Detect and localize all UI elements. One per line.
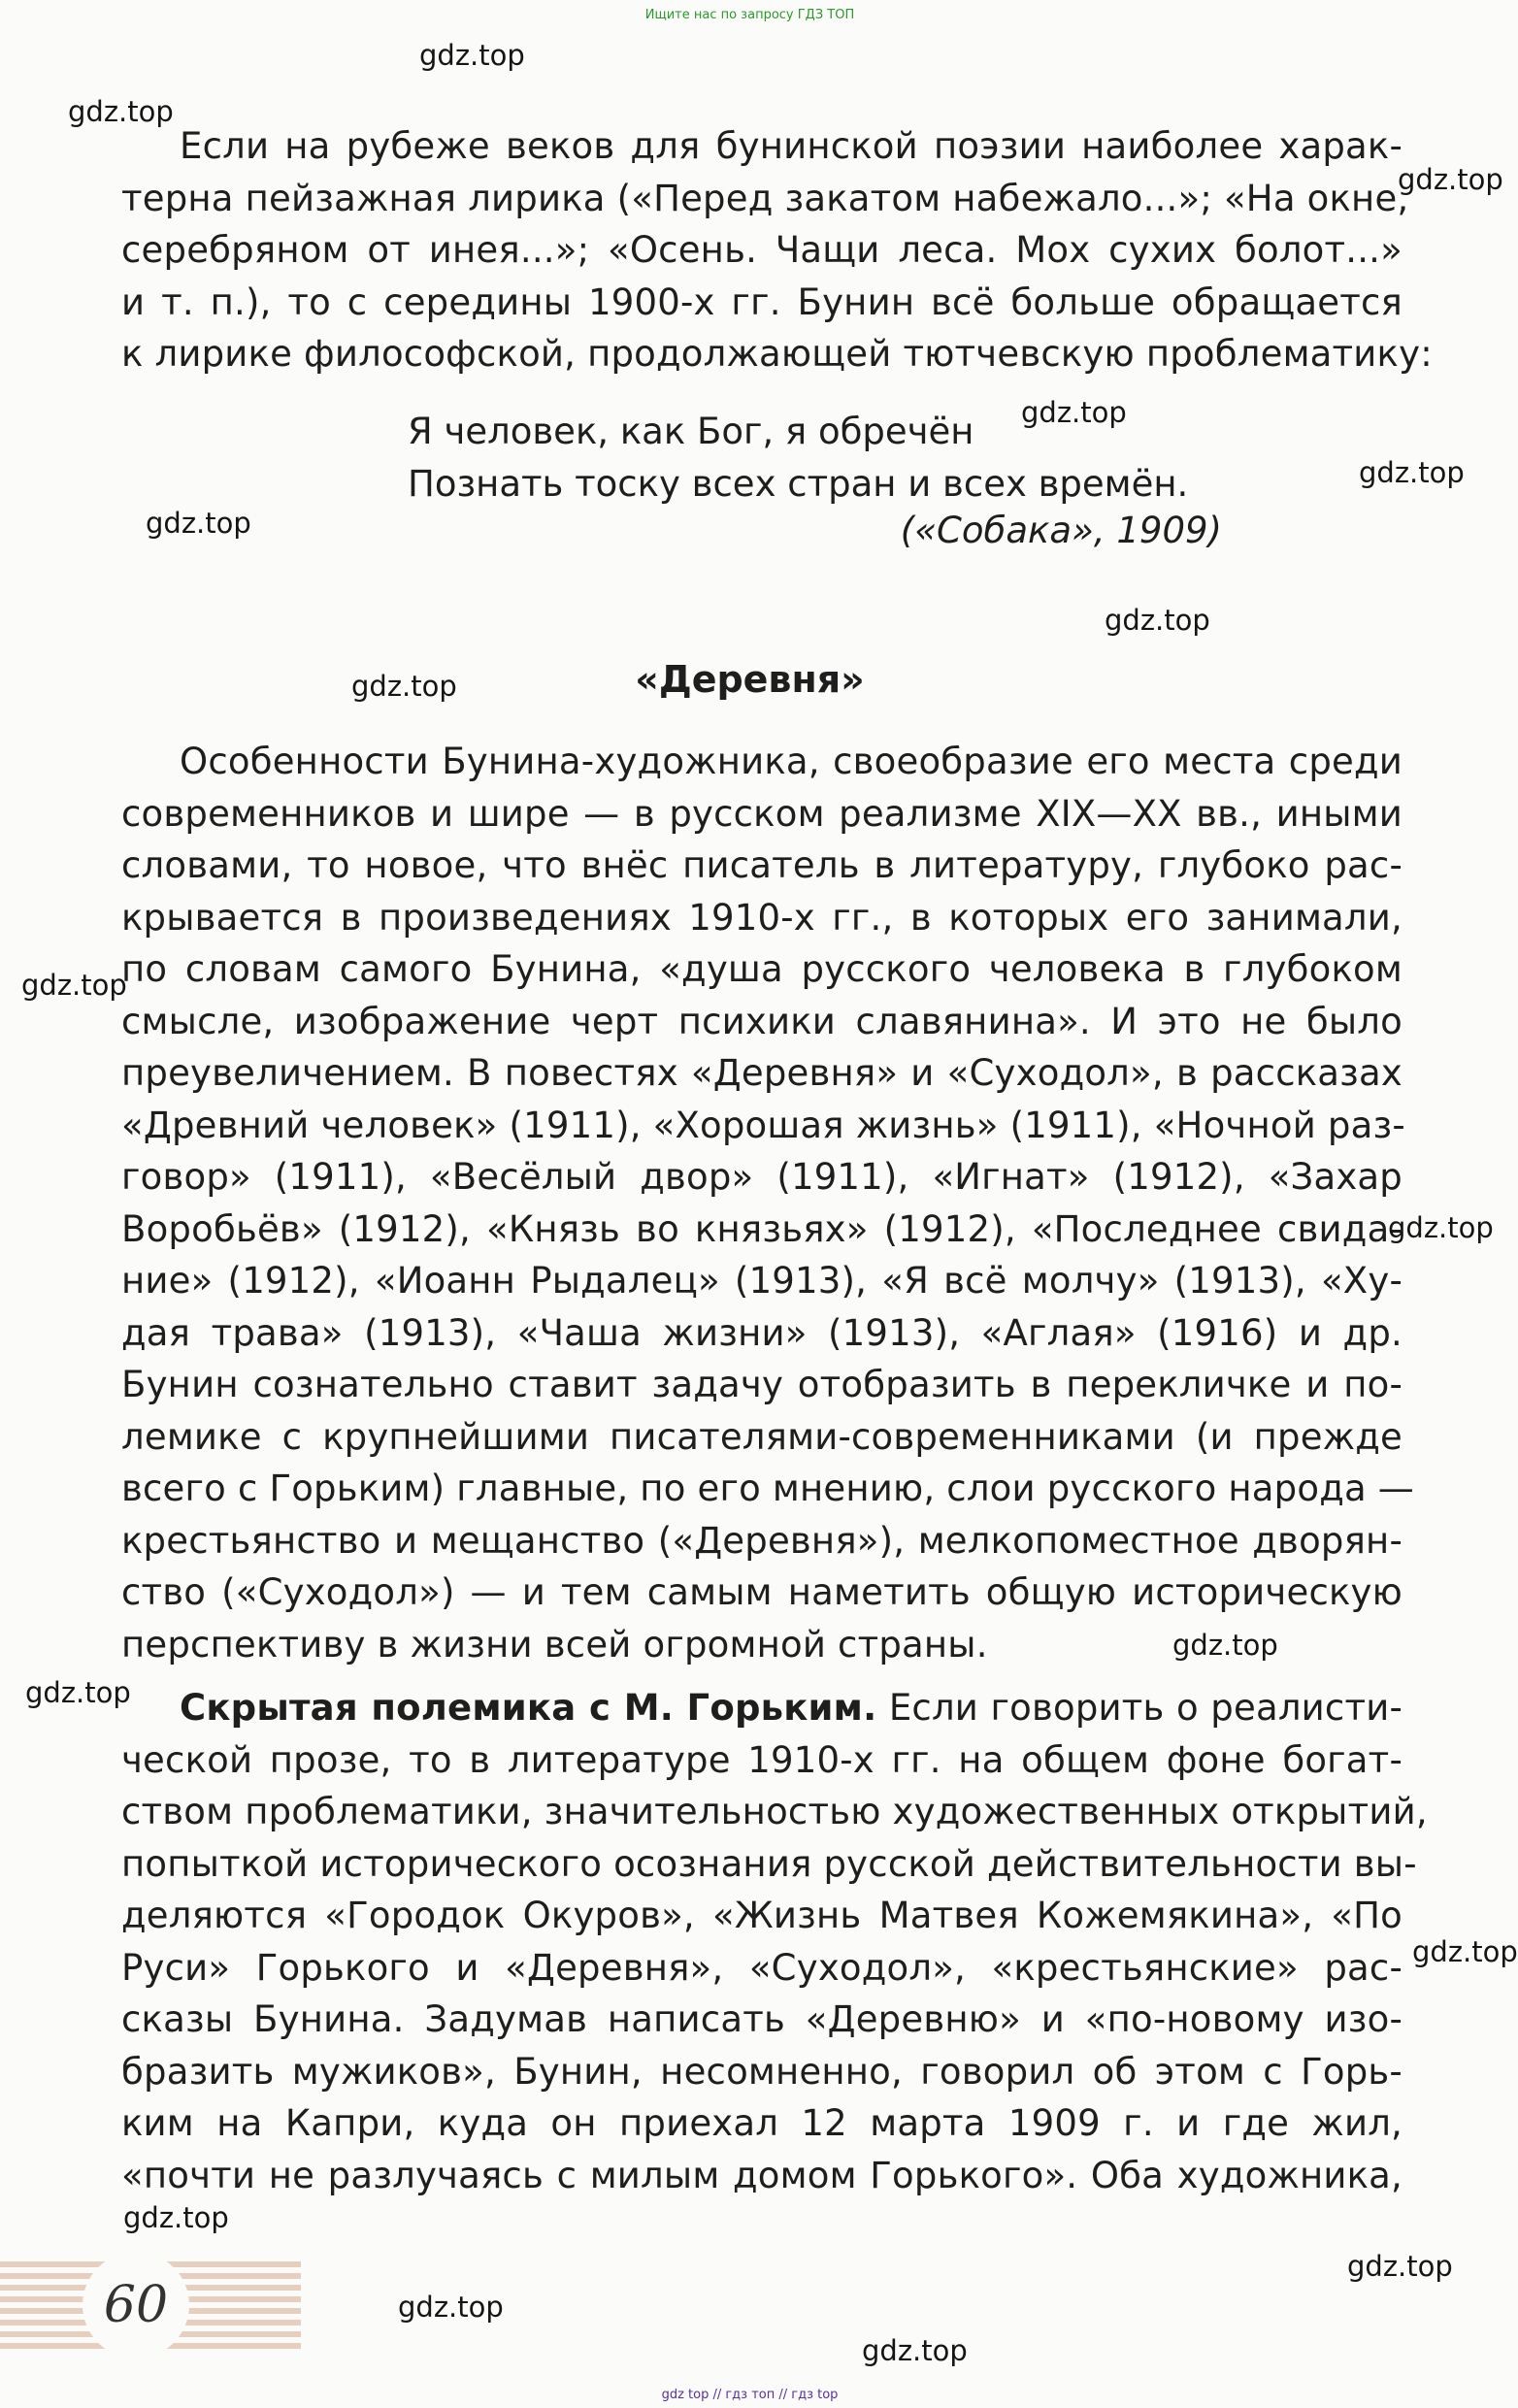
text-line: бразить мужиков», Бунин, несомненно, говорил об этом с Горь- (121, 2050, 1402, 2093)
text-fragment: Если говорить о реалисти- (876, 1687, 1403, 1729)
text-line: ким на Капри, куда он приехал 12 марта 1909 г. и где жил, (121, 2102, 1402, 2144)
paragraph-polemic (121, 1682, 1428, 2201)
text-line: говор» (1911), «Весёлый двор» (1911), «Игнат» (1912), «Захар (121, 1156, 1402, 1198)
paragraph-main (121, 736, 1415, 1670)
watermark[interactable]: gdz.top (1398, 163, 1503, 196)
text-line (121, 1682, 1402, 1734)
poem-line: Я человек, как Бог, я обречён (408, 411, 974, 452)
text-line: «почти не разлучаясь с милым домом Горького». Оба художника, (121, 2154, 1402, 2196)
watermark[interactable]: gdz.top (862, 2334, 968, 2367)
watermark[interactable]: gdz.top (419, 39, 525, 72)
text-line: ческой прозе, то в литературе 1910-х гг. на общем фоне богат- (121, 1738, 1402, 1781)
text-line: деляются «Городок Окуров», «Жизнь Матвея Кожемякина», «По (121, 1895, 1402, 1936)
text-line: ством проблематики, значительностью художественных открытий, (121, 1791, 1428, 1832)
text-line: перспективу в жизни всей огромной страны. (121, 1623, 988, 1666)
watermark[interactable]: gdz.top (1359, 456, 1465, 489)
watermark[interactable]: gdz.top (68, 95, 174, 128)
watermark[interactable]: gdz.top (1347, 2250, 1453, 2283)
section-heading: «Деревня» (635, 658, 865, 701)
page-number-badge (82, 2252, 189, 2359)
watermark[interactable]: gdz.top (351, 670, 457, 703)
text-line: к лирике философской, продолжающей тютчевскую проблематику: (121, 333, 1433, 375)
text-line: лемике с крупнейшими писателями-современниками (и прежде (121, 1415, 1402, 1458)
text-line: Если на рубеже веков для бунинской поэзии наиболее харак- (180, 125, 1402, 167)
text-line: словами, то новое, что внёс писатель в литературу, глубоко рас- (121, 844, 1402, 886)
text-line: ство («Суходол») — и тем самым наметить общую историческую (121, 1571, 1402, 1613)
text-line: крестьянство и мещанство («Деревня»), мелкопоместное дворян- (121, 1519, 1402, 1562)
text-line: попыткой исторического осознания русской действительности вы- (121, 1842, 1417, 1885)
text-line: смысле, изображение черт психики славянина». И это не было (121, 1000, 1402, 1042)
text-line: дая трава» (1913), «Чаша жизни» (1913), «Аглая» (1916) и др. (121, 1311, 1402, 1354)
page-number: 60 (103, 2276, 169, 2334)
text-line: Бунин сознательно ставит задачу отобразить в перекличке и по- (121, 1364, 1402, 1405)
text-line: всего с Горьким) главные, по его мнению, слои русского народа — (121, 1468, 1415, 1509)
text-line: крывается в произведениях 1910-х гг., в которых его занимали, (121, 896, 1402, 939)
footer-links[interactable]: gdz top // гдз топ // гдз top (661, 2388, 839, 2402)
text-line: серебряном от инея...»; «Осень. Чащи леса. Мох сухих болот...» (121, 229, 1402, 271)
text-line: Руси» Горького и «Деревня», «Суходол», «крестьянские» рас- (121, 1946, 1402, 1989)
text-line: по словам самого Бунина, «душа русского человека в глубоком (121, 948, 1402, 990)
watermark[interactable]: gdz.top (146, 507, 251, 540)
paragraph-intro (121, 120, 1433, 380)
text-line: ние» (1912), «Иоанн Рыдалец» (1913), «Я всё молчу» (1913), «Ху- (121, 1260, 1402, 1302)
text-line: современников и шире — в русском реализме XIX—XX вв., иными (121, 792, 1402, 835)
text-line: и т. п.), то с середины 1900-х гг. Бунин всё больше обращается (121, 280, 1402, 323)
watermark[interactable]: gdz.top (1388, 1211, 1494, 1244)
watermark[interactable]: gdz.top (1021, 396, 1127, 429)
text-line: терна пейзажная лирика («Перед закатом набежало...»; «На окне, (121, 177, 1409, 219)
watermark[interactable]: gdz.top (1105, 604, 1210, 637)
top-banner[interactable]: Ищите нас по запросу ГДЗ ТОП (644, 8, 855, 22)
watermark[interactable]: gdz.top (398, 2291, 504, 2324)
subsection-heading: Скрытая полемика с М. Горьким. (180, 1687, 877, 1729)
poem-line: Познать тоску всех стран и всех времён. (408, 462, 1189, 505)
text-line: Воробьёв» (1912), «Князь во князьях» (1912), «Последнее свида- (121, 1207, 1402, 1250)
watermark[interactable]: gdz.top (1412, 1935, 1518, 1968)
text-line: «Древний человек» (1911), «Хорошая жизнь» (1911), «Ночной раз- (121, 1104, 1405, 1146)
text-line: сказы Бунина. Задумав написать «Деревню» и «по-новому изо- (121, 1998, 1402, 2040)
watermark[interactable]: gdz.top (21, 969, 127, 1002)
watermark[interactable]: gdz.top (123, 2201, 229, 2234)
watermark[interactable]: gdz.top (25, 1676, 131, 1709)
text-line: преувеличением. В повестях «Деревня» и «Суходол», в рассказах (121, 1052, 1402, 1094)
watermark[interactable]: gdz.top (1172, 1629, 1278, 1662)
text-line: Особенности Бунина-художника, своеобразие его места среди (180, 741, 1402, 782)
poem-source: («Собака», 1909) (900, 510, 1222, 551)
